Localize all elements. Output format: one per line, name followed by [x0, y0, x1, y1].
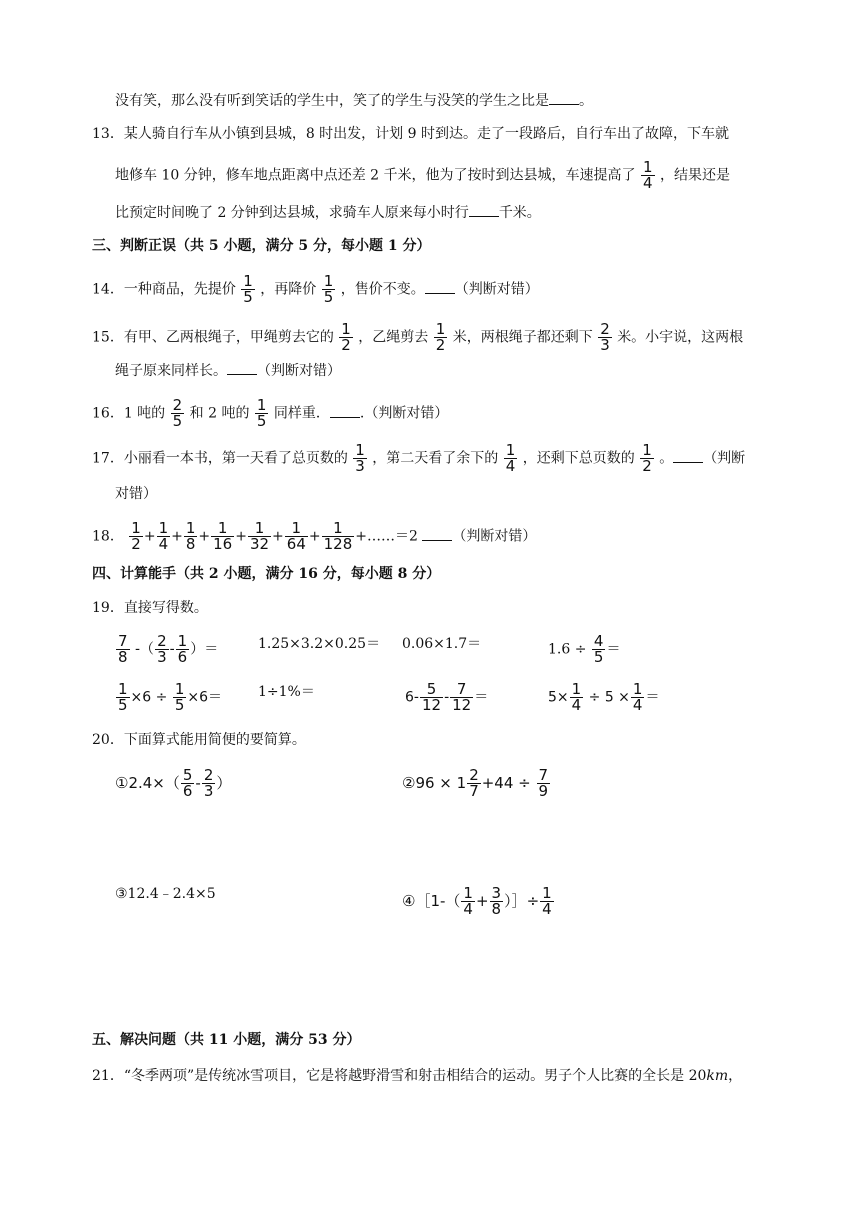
- q13-text: 比预定时间晚了 2 分钟到达县城，求骑车人原来每小时行: [115, 205, 469, 221]
- q21-text: “冬季两项”是传统冰雪项目，它是将越野滑雪和射击相结合的运动。男子个人比赛的全长是 20: [123, 1068, 707, 1084]
- numerator: 1: [256, 396, 267, 414]
- q15-text: 有甲、乙两根绳子，甲绳剪去它的: [123, 329, 334, 346]
- plus-sign: +: [198, 528, 211, 545]
- operator: -: [195, 774, 201, 792]
- operator: ×6＝: [187, 689, 223, 706]
- numerator: 1: [177, 632, 188, 650]
- numerator: 1: [505, 441, 516, 459]
- operator: ×6 ÷: [130, 689, 168, 706]
- answer-blank[interactable]: [422, 526, 452, 541]
- q20-expr2: [402, 768, 551, 799]
- q12-text: 没有笑，那么没有听到笑话的学生中，笑了的学生与没笑的学生之比是: [115, 93, 549, 109]
- q19-r2c2: 1÷1%＝: [258, 684, 315, 700]
- fraction: [173, 682, 187, 713]
- q13-text: 某人骑自行车从小镇到县城，8 时出发，计划 9 时到达。走了一段路后，自行车出了故障，下车就: [123, 126, 729, 142]
- numerator: 1: [131, 519, 141, 537]
- q19-r2c4: [548, 682, 659, 713]
- denominator: 4: [158, 535, 169, 553]
- operator: ＝: [606, 641, 621, 658]
- q12-continuation: [115, 90, 593, 111]
- denominator: 32: [249, 535, 270, 553]
- denominator: 5: [118, 696, 128, 714]
- numerator: 1: [174, 680, 185, 698]
- denominator: 16: [213, 535, 233, 553]
- q19-text: 直接写得数。: [123, 600, 208, 616]
- denominator: 6: [177, 648, 188, 666]
- operator: ）］÷: [504, 892, 540, 910]
- q15-line1: [92, 322, 743, 353]
- fraction: [598, 322, 612, 353]
- judge-hint: .（判断对错）: [359, 405, 449, 422]
- q14-text: ，售价不变。: [340, 281, 425, 298]
- fraction: [461, 886, 475, 917]
- fraction: [248, 521, 271, 552]
- denominator: 5: [172, 412, 183, 430]
- judge-hint: （判断对错）: [454, 281, 539, 298]
- plus-sign: +: [235, 528, 247, 545]
- denominator: 5: [593, 648, 604, 666]
- fraction: [129, 521, 143, 552]
- numerator: 2: [469, 766, 479, 784]
- q19-r1c2: 1.25×3.2×0.25＝: [258, 636, 381, 652]
- q15-text: 绳子原来同样长。: [115, 363, 227, 379]
- q19-r1c1: [115, 634, 218, 665]
- numerator: 1: [185, 519, 196, 537]
- fraction: [155, 634, 169, 665]
- numerator: 2: [157, 632, 167, 650]
- q19-title: [92, 598, 208, 618]
- denominator: 128: [323, 535, 353, 553]
- fraction: [434, 322, 448, 353]
- q12-text-end: 。: [579, 93, 593, 109]
- q16: [92, 398, 448, 429]
- plus-sign: +: [308, 528, 321, 545]
- q19-r2c1: [115, 682, 222, 713]
- operator: -（: [135, 641, 155, 658]
- fraction: [241, 274, 255, 305]
- question-number: 19．: [92, 600, 124, 616]
- q17-text: 小丽看一本书，第一天看了总页数的: [123, 450, 348, 467]
- q13-line3: [115, 202, 541, 223]
- denominator: 2: [131, 535, 141, 553]
- q15-text: 米，两根绳子都还剩下: [452, 329, 593, 346]
- fraction: [202, 768, 216, 799]
- operator: ＝: [645, 689, 660, 706]
- fraction: [467, 768, 481, 799]
- denominator: 4: [571, 696, 582, 714]
- section-title: 四、计算能手（共 2 小题，满分 16 分，每小题 8 分）: [92, 566, 441, 582]
- denominator: 4: [632, 696, 643, 714]
- q19-r2c3: [405, 682, 488, 713]
- numerator: 1: [341, 320, 351, 338]
- numerator: 5: [426, 680, 437, 698]
- numerator: 1: [571, 680, 582, 698]
- answer-blank[interactable]: [425, 279, 455, 294]
- denominator: 4: [505, 457, 516, 475]
- q16-text: 和 2 吨的: [189, 405, 250, 422]
- operator: ÷ 5 ×: [588, 689, 630, 706]
- numerator: 3: [491, 884, 502, 902]
- denominator: 3: [203, 782, 214, 800]
- q21: [92, 1066, 742, 1086]
- q15-line2: [115, 360, 341, 381]
- judge-hint: （判断对错）: [452, 528, 537, 545]
- denominator: 2: [435, 336, 446, 354]
- denominator: 9: [538, 782, 549, 800]
- numerator: 1: [632, 680, 643, 698]
- denominator: 3: [600, 336, 610, 354]
- q18: [92, 521, 536, 552]
- fraction: [570, 682, 584, 713]
- judge-hint: 对错）: [115, 486, 157, 502]
- operator: +: [475, 892, 489, 910]
- q14-text: 一种商品，先提价: [123, 281, 236, 298]
- answer-blank[interactable]: [227, 360, 257, 375]
- fraction: [211, 521, 234, 552]
- q17-text: ，第二天看了余下的: [372, 450, 499, 467]
- denominator: 4: [463, 900, 473, 918]
- fraction: [171, 398, 185, 429]
- numerator: 1: [323, 272, 334, 290]
- fraction: [504, 443, 518, 474]
- numerator: 2: [600, 320, 610, 338]
- question-number: 17．: [92, 450, 124, 467]
- fraction: [537, 768, 551, 799]
- answer-blank[interactable]: [673, 448, 703, 463]
- numerator: 1: [642, 441, 652, 459]
- q17-line2: [115, 484, 157, 504]
- plus-sign: +: [143, 528, 156, 545]
- denominator: 5: [243, 288, 253, 306]
- q20-text: 下面算式能用简便的要简算。: [123, 732, 306, 748]
- fraction: [285, 521, 308, 552]
- q13-text: 千米。: [498, 205, 541, 221]
- operator: -: [169, 641, 175, 658]
- fraction: [116, 634, 130, 665]
- question-number: 20．: [92, 732, 124, 748]
- operator: 1.6 ÷: [548, 641, 587, 658]
- denominator: 5: [323, 288, 334, 306]
- fraction: [641, 160, 655, 191]
- numerator: 1: [243, 272, 253, 290]
- q17-text: 。: [659, 450, 674, 467]
- numerator: 1: [158, 519, 169, 537]
- numerator: 1: [118, 680, 128, 698]
- numerator: 7: [538, 766, 549, 784]
- denominator: 2: [642, 457, 652, 475]
- operator: -: [444, 689, 450, 706]
- operator: 6-: [405, 689, 419, 706]
- question-number: 14．: [92, 281, 124, 298]
- denominator: 8: [118, 648, 128, 666]
- denominator: 3: [355, 457, 365, 475]
- q13-line1: [92, 124, 729, 144]
- numerator: 1: [333, 519, 343, 537]
- fraction: [322, 521, 355, 552]
- denominator: 8: [185, 535, 196, 553]
- fraction: [640, 443, 654, 474]
- q13-text: ，结果还是: [659, 167, 730, 184]
- denominator: 2: [341, 336, 351, 354]
- operator: ）＝: [190, 641, 219, 658]
- answer-blank[interactable]: [469, 202, 499, 217]
- denominator: 4: [642, 174, 653, 192]
- question-number: 21．: [92, 1068, 124, 1084]
- fraction: [490, 886, 504, 917]
- operator: ④［1-（: [402, 892, 461, 910]
- denominator: 3: [157, 648, 167, 666]
- denominator: 64: [286, 535, 306, 553]
- judge-hint: （判断对错）: [257, 363, 341, 379]
- q15-text: ，乙绳剪去: [358, 329, 429, 346]
- question-number: 18．: [92, 528, 124, 545]
- unit: km: [706, 1068, 729, 1084]
- question-number: 13．: [92, 126, 124, 142]
- operator: ①2.4×（: [115, 774, 180, 792]
- fraction: [184, 521, 198, 552]
- q19-r1c3: 0.06×1.7＝: [402, 636, 482, 652]
- numerator: 1: [254, 519, 265, 537]
- numerator: 2: [172, 396, 183, 414]
- numerator: 1: [291, 519, 302, 537]
- fraction: [450, 682, 473, 713]
- fraction: [157, 521, 171, 552]
- operator: ＝: [474, 689, 489, 706]
- fraction: [181, 768, 195, 799]
- denominator: 6: [182, 782, 193, 800]
- q18-tail: +……＝2: [355, 528, 418, 545]
- q15-text: 米。小宇说，这两根: [617, 329, 744, 346]
- q20-expr4: [402, 886, 555, 917]
- judge-hint: （判断: [703, 450, 746, 467]
- fraction: [592, 634, 606, 665]
- q14: [92, 274, 539, 305]
- numerator: 4: [593, 632, 604, 650]
- section-title: 五、解决问题（共 11 小题，满分 53 分）: [92, 1032, 361, 1048]
- fraction: [631, 682, 645, 713]
- q14-text: ，再降价: [260, 281, 317, 298]
- q17-line1: [92, 443, 745, 474]
- plus-sign: +: [272, 528, 284, 545]
- operator: +44 ÷: [481, 774, 531, 792]
- q13-text: 地修车 10 分钟，修车地点距离中点还差 2 千米，他为了按时到达县城，车速提高了: [115, 167, 636, 184]
- answer-blank[interactable]: [549, 90, 579, 105]
- numerator: 5: [182, 766, 193, 784]
- fraction: [339, 322, 353, 353]
- denominator: 5: [256, 412, 267, 430]
- numerator: 1: [642, 158, 653, 176]
- numerator: 1: [435, 320, 446, 338]
- fraction: [322, 274, 336, 305]
- numerator: 7: [118, 632, 128, 650]
- numerator: 2: [203, 766, 214, 784]
- question-number: 16．: [92, 405, 124, 422]
- denominator: 5: [174, 696, 185, 714]
- q19-r1c4: [548, 634, 620, 665]
- q16-text: 同样重．: [273, 405, 330, 422]
- fraction: [353, 443, 367, 474]
- denominator: 12: [452, 696, 472, 714]
- q20-title: [92, 730, 306, 750]
- fraction: [420, 682, 443, 713]
- denominator: 4: [542, 900, 552, 918]
- numerator: 1: [217, 519, 228, 537]
- numerator: 7: [456, 680, 467, 698]
- numerator: 1: [463, 884, 473, 902]
- operator: ）: [216, 774, 232, 792]
- q17-text: ，还剩下总页数的: [522, 450, 635, 467]
- numerator: 1: [355, 441, 365, 459]
- q13-line2: [115, 160, 730, 191]
- operator: 5×: [548, 689, 569, 706]
- q20-expr3: ③12.4﹣2.4×5: [115, 886, 216, 902]
- q21-text: ，: [728, 1068, 743, 1084]
- section-title: 三、判断正误（共 5 小题，满分 5 分，每小题 1 分）: [92, 238, 431, 254]
- fraction: [540, 886, 554, 917]
- denominator: 7: [469, 782, 479, 800]
- numerator: 1: [542, 884, 552, 902]
- q16-text: 1 吨的: [123, 405, 166, 422]
- question-number: 15．: [92, 329, 124, 346]
- fraction: [116, 682, 130, 713]
- answer-blank[interactable]: [330, 403, 360, 418]
- plus-sign: +: [171, 528, 183, 545]
- operator: ②96 × 1: [402, 774, 467, 792]
- denominator: 8: [491, 900, 502, 918]
- denominator: 12: [421, 696, 442, 714]
- q20-expr1: [115, 768, 231, 799]
- fraction: [255, 398, 269, 429]
- fraction: [176, 634, 190, 665]
